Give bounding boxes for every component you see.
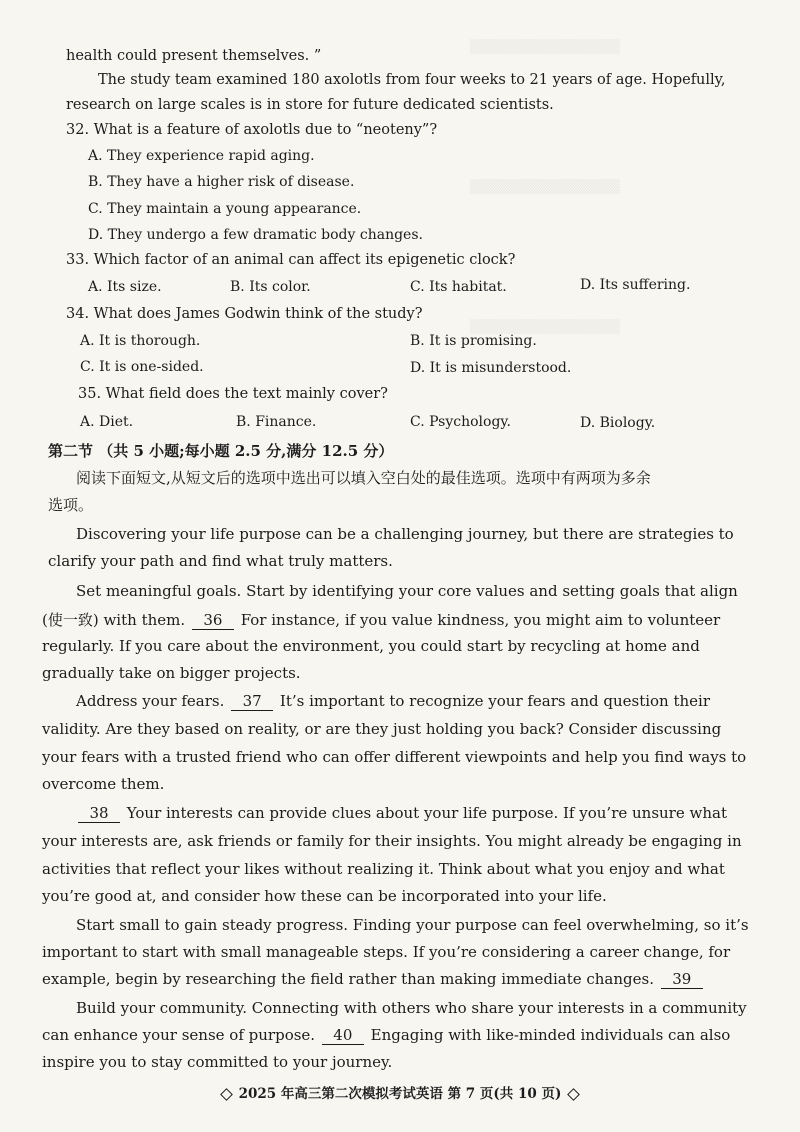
- article-text: Discovering your life purpose can be a challenging journey, but there are strategies to: [76, 525, 734, 543]
- option-c[interactable]: C. They maintain a young appearance.: [88, 201, 362, 217]
- article-text: [76, 804, 727, 823]
- article-text-segment: Engaging with like-minded individuals can also: [370, 1026, 731, 1044]
- option-b[interactable]: B. It is promising.: [410, 333, 537, 349]
- question-stem: 34. What does James Godwin think of the study?: [66, 306, 423, 322]
- option-b[interactable]: B. Its color.: [230, 279, 311, 295]
- article-text: validity. Are they based on reality, or are they just holding you back? Consider discussing: [42, 720, 722, 738]
- article-text: [42, 970, 705, 989]
- article-text-segment: For instance, if you value kindness, you might aim to volunteer: [240, 611, 721, 629]
- article-text: clarify your path and find what truly matters.: [48, 552, 393, 570]
- article-text-segment: (使一致) with them.: [42, 611, 186, 629]
- article-text: regularly. If you care about the environment, you could start by recycling at home and: [42, 637, 700, 655]
- article-text-segment: example, begin by researching the field rather than making immediate changes.: [42, 970, 654, 988]
- article-text: [42, 1026, 730, 1045]
- page-footer: [0, 1082, 800, 1102]
- article-text: inspire you to stay committed to your journey.: [42, 1053, 393, 1071]
- section-instruction: 阅读下面短文,从短文后的选项中选出可以填入空白处的最佳选项。选项中有两项为多余: [76, 469, 651, 487]
- article-text-segment: Address your fears.: [76, 692, 225, 710]
- option-b[interactable]: B. Finance.: [236, 414, 317, 430]
- article-text: [42, 609, 720, 630]
- blank-37[interactable]: 37: [231, 693, 273, 711]
- article-text-segment: can enhance your sense of purpose.: [42, 1026, 316, 1044]
- bleed-through-text: ▒▒▒▒▒▒▒▒▒▒▒▒▒▒▒: [470, 40, 620, 55]
- footer-text: 2025 年高三第二次模拟考试英语 第 7 页(共 10 页): [238, 1086, 562, 1102]
- article-text: your interests are, ask friends or family for their insights. You might already be engaging in: [42, 832, 742, 850]
- question-stem: 35. What field does the text mainly cover?: [78, 386, 388, 402]
- option-b[interactable]: B. They have a higher risk of disease.: [88, 174, 355, 190]
- question-stem: 33. Which factor of an animal can affect its epigenetic clock?: [66, 252, 516, 268]
- section-instruction: 选项。: [48, 496, 94, 514]
- option-d[interactable]: D. It is misunderstood.: [410, 360, 572, 376]
- blank-39[interactable]: 39: [661, 971, 703, 989]
- article-text: Set meaningful goals. Start by identifying your core values and setting goals that align: [76, 582, 738, 600]
- option-c[interactable]: C. Its habitat.: [410, 279, 507, 295]
- option-a[interactable]: A. Its size.: [88, 279, 162, 295]
- article-text: activities that reflect your likes without realizing it. Think about what you enjoy and what: [42, 860, 725, 878]
- question-stem: 32. What is a feature of axolotls due to “neoteny”?: [66, 122, 438, 138]
- diamond-marker-icon: [567, 1088, 580, 1101]
- article-text: Start small to gain steady progress. Finding your purpose can feel overwhelming, so it’s: [76, 916, 749, 934]
- article-text: important to start with small manageable steps. If you’re considering a career change, for: [42, 943, 731, 961]
- bleed-through-text: ▒▒▒▒▒▒▒▒▒▒▒▒▒▒▒: [470, 180, 620, 195]
- passage-text: research on large scales is in store for future dedicated scientists.: [66, 97, 554, 113]
- article-text: you’re good at, and consider how these can be incorporated into your life.: [42, 887, 607, 905]
- option-c[interactable]: C. Psychology.: [410, 414, 511, 430]
- blank-40[interactable]: 40: [322, 1027, 364, 1045]
- option-a[interactable]: A. It is thorough.: [80, 333, 201, 349]
- option-a[interactable]: A. Diet.: [80, 414, 134, 430]
- article-text: gradually take on bigger projects.: [42, 664, 301, 682]
- passage-text: The study team examined 180 axolotls from four weeks to 21 years of age. Hopefully,: [98, 72, 726, 88]
- diamond-marker-icon: [220, 1088, 233, 1101]
- article-text: your fears with a trusted friend who can offer different viewpoints and help you find ways to: [42, 748, 747, 766]
- option-d[interactable]: D. Biology.: [580, 415, 656, 431]
- article-text: Build your community. Connecting with others who share your interests in a community: [76, 999, 747, 1017]
- option-c[interactable]: C. It is one-sided.: [80, 359, 204, 375]
- section-heading: 第二节 （共 5 小题;每小题 2.5 分,满分 12.5 分）: [48, 442, 394, 460]
- article-text-segment: It’s important to recognize your fears and question their: [279, 692, 711, 710]
- passage-text: health could present themselves. ”: [66, 48, 322, 64]
- article-text-segment: Your interests can provide clues about your life purpose. If you’re unsure what: [126, 804, 727, 822]
- option-d[interactable]: D. Its suffering.: [580, 277, 691, 293]
- article-text: overcome them.: [42, 775, 165, 793]
- option-d[interactable]: D. They undergo a few dramatic body changes.: [88, 227, 423, 243]
- blank-38[interactable]: 38: [78, 805, 120, 823]
- bleed-through-text: ▒▒▒▒▒▒▒▒▒▒▒▒▒▒▒: [470, 320, 620, 335]
- option-a[interactable]: A. They experience rapid aging.: [88, 148, 315, 164]
- blank-36[interactable]: 36: [192, 612, 234, 630]
- article-text: [76, 692, 710, 711]
